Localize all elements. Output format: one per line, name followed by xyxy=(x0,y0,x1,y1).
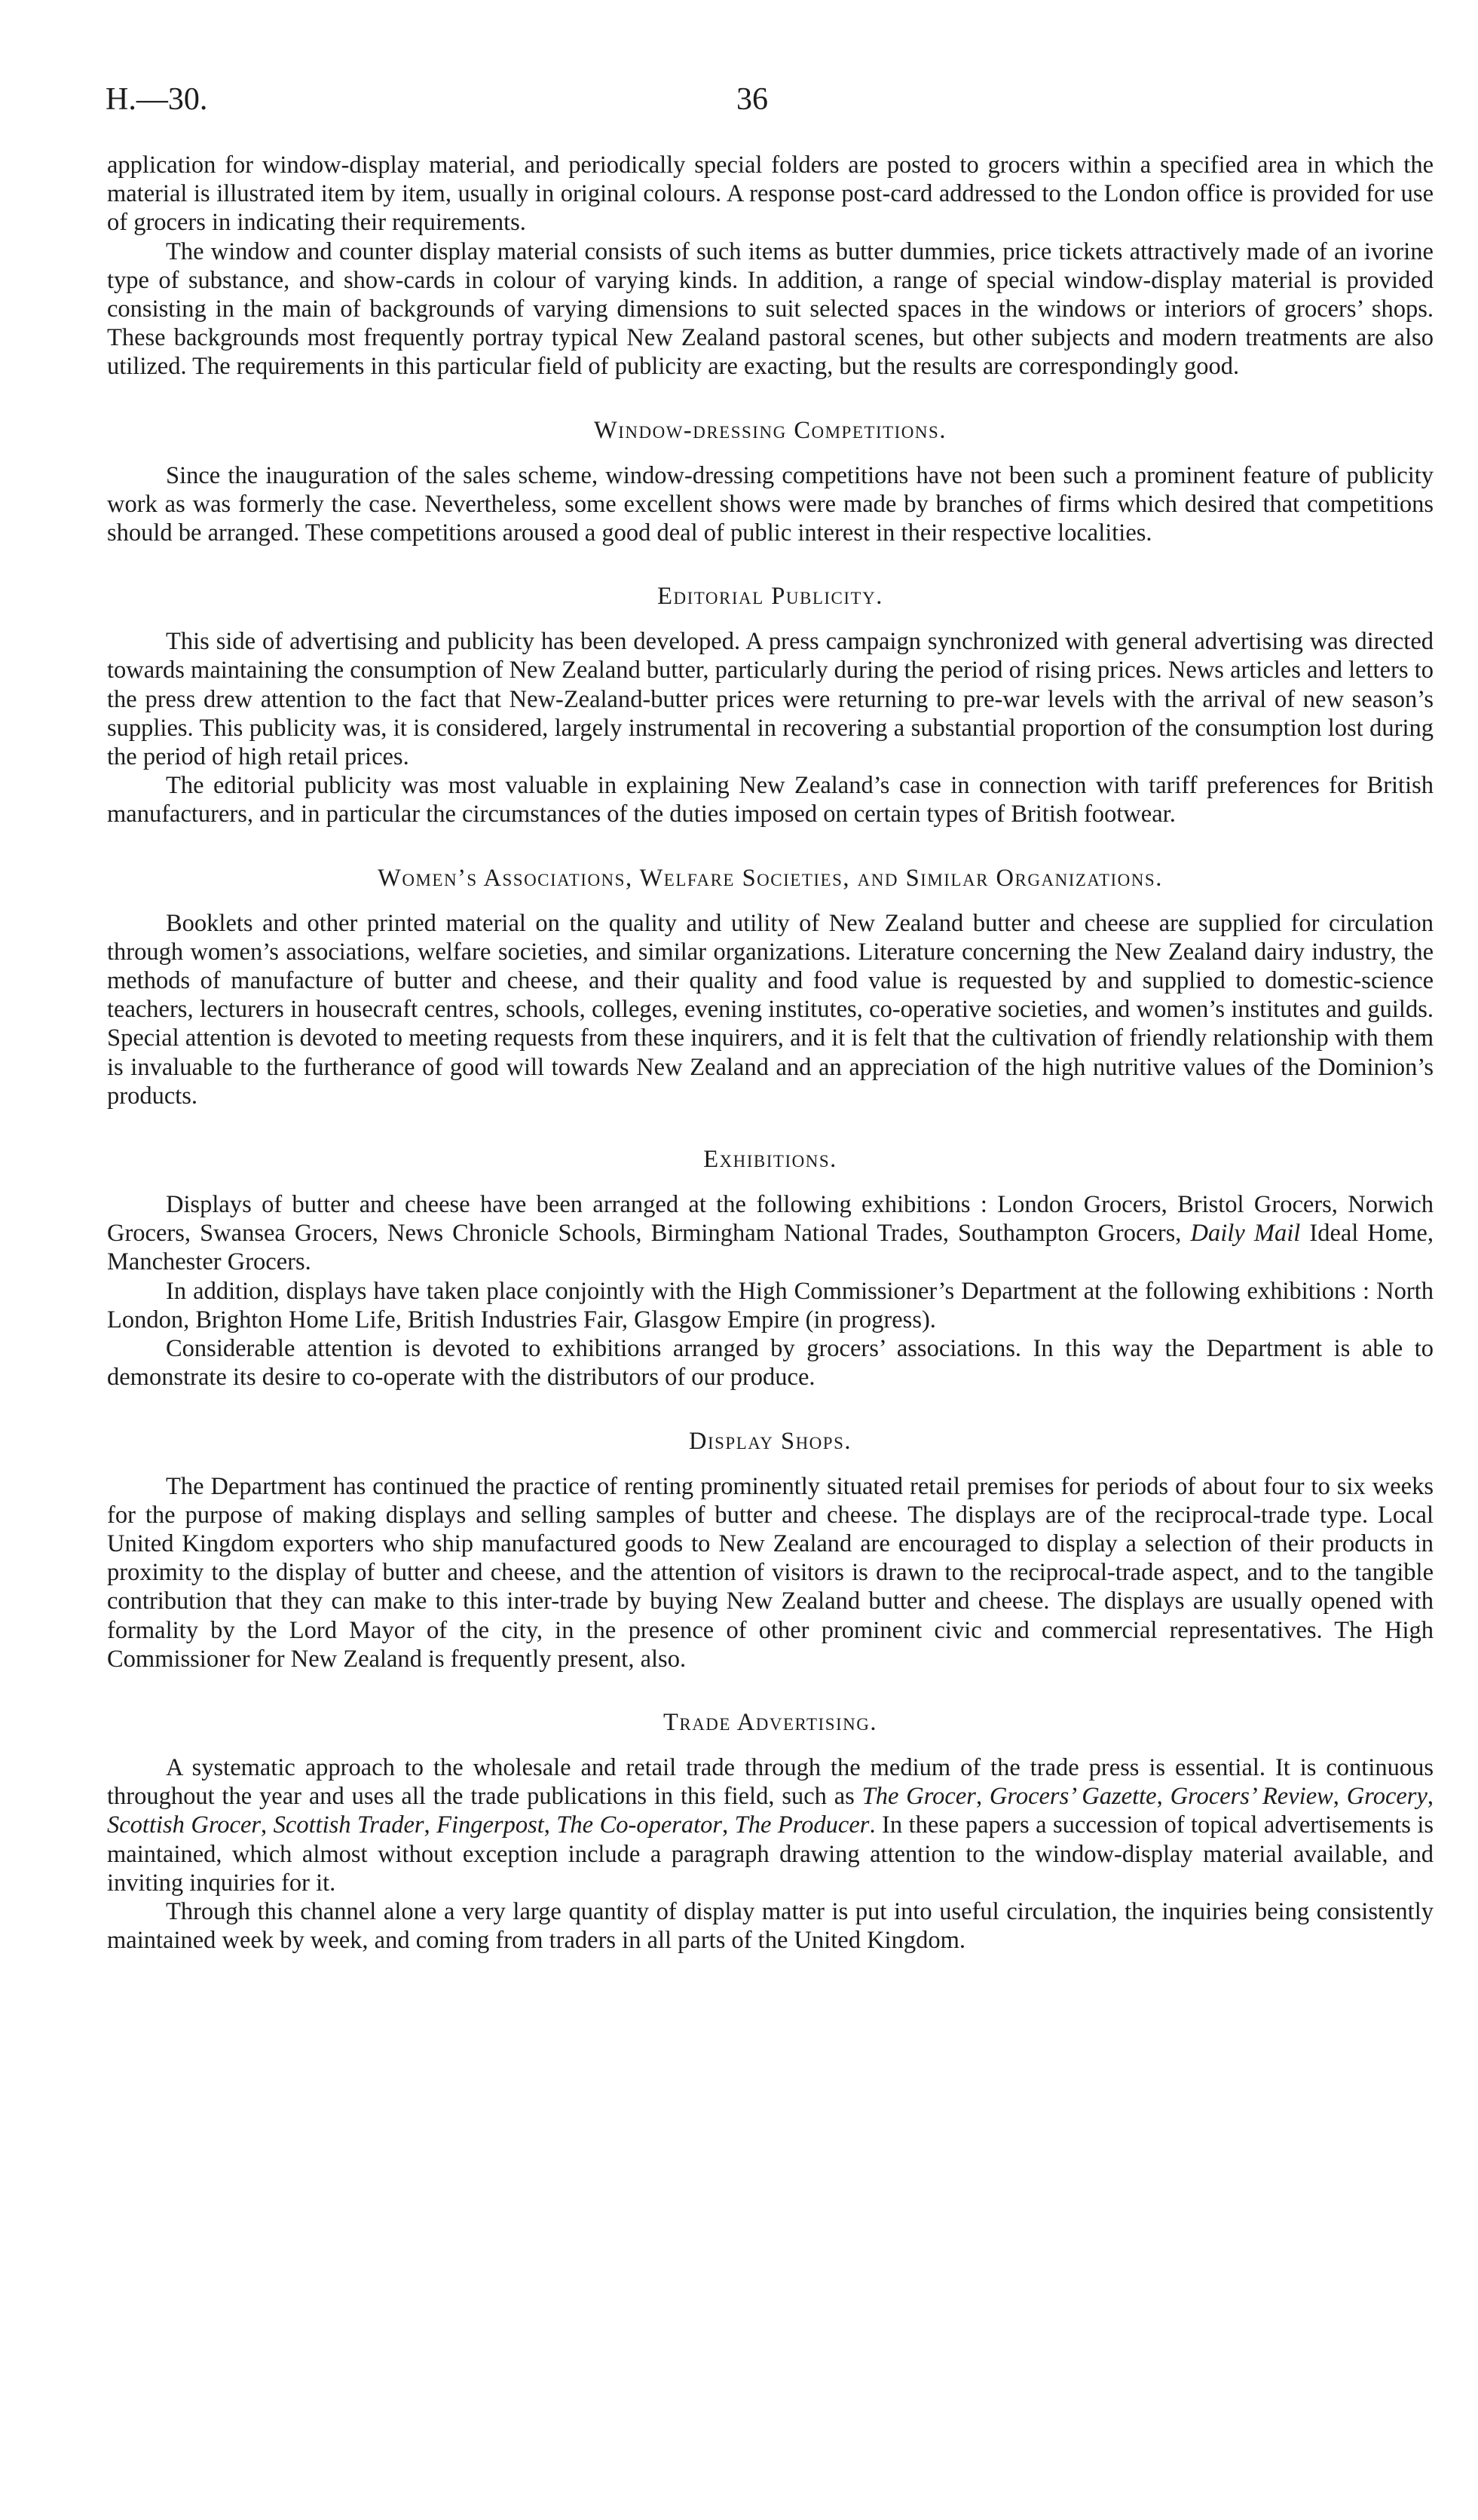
paragraph: Considerable attention is devoted to exhibitions arranged by grocers’ associations. In this way the Department is able to demonstrate its desire to co-operate with the distributors of our produce. xyxy=(107,1335,1434,1392)
paragraph: Through this channel alone a very large quantity of display matter is put into useful circulation, the inquiries being consistently maintained week by week, and coming from traders in all parts of the United Kingdom. xyxy=(107,1897,1434,1955)
publication-title: Scottish Trader xyxy=(273,1811,424,1839)
section-heading-womens-associations: Women’s Associations, Welfare Societies, and Similar Organizations. xyxy=(378,864,1163,892)
section-heading-exhibitions: Exhibitions. xyxy=(703,1146,837,1174)
italic-text: Daily Mail xyxy=(1190,1220,1301,1248)
section-heading-trade-advertising: Trade Advertising. xyxy=(663,1708,877,1736)
text-run: Displays of butter and cheese have been arranged at the following exhibitions : London Grocers, Bristol Grocers, Norwich Grocers, Swansea Grocers, News Chronicle Schools, Birmingham National Trades, Southampton Grocers, xyxy=(107,1191,1434,1248)
document-code: H.—30. xyxy=(106,82,208,117)
paragraph: application for window-display material, and periodically special folders are posted to grocers within a specified area in which the material is illustrated item by item, usually in original colours. A response post-card addressed to the London office is provided for use of grocers in indicating their requirements. xyxy=(107,152,1434,237)
paragraph xyxy=(107,1190,1434,1277)
page-header xyxy=(89,75,1415,128)
text-run: In these papers a succession of topical advertisements is maintained, which almost without exception include a paragraph drawing attention to the window-display material available, and inviting inquiries for it. xyxy=(107,1811,1434,1897)
paragraph: The window and counter display material consists of such items as butter dummies, price tickets attractively made of an ivorine type of substance, and show-cards in colour of varying kinds. In addition, a range of special window-display material is provided consisting in the main of backgrounds of varying dimensions to suit selected spaces in the windows or interiors of grocers’ shops. These backgrounds most frequently portray typical New Zealand pastoral scenes, but other subjects and modern treatments are also utilized. The requirements in this particular field of publicity are exacting, but the results are correspondingly good. xyxy=(107,237,1434,381)
publication-title: Grocery xyxy=(1346,1783,1428,1811)
publication-title: Scottish Grocer xyxy=(107,1811,262,1839)
text-run: Ideal Home, Manchester Grocers. xyxy=(107,1220,1434,1276)
paragraph: Booklets and other printed material on the quality and utility of New Zealand butter and cheese are supplied for circulation through women’s associations, welfare societies, and similar organizations. Literature concerning the New Zealand dairy industry, the methods of manufacture of butter and cheese, and their quality and food value is requested by and supplied to domestic-science teachers, lecturers in housecraft centres, schools, colleges, evening institutes, co-operative societies, and women’s institutes and guilds. Special attention is devoted to meeting requests from these inquirers, and it is felt that the cultivation of friendly relationship with them is invaluable to the furtherance of good will towards New Zealand and an appreciation of the high nutritive values of the Dominion’s products. xyxy=(107,909,1434,1110)
publication-title: The Grocer xyxy=(861,1783,976,1811)
section-heading-editorial: Editorial Publicity. xyxy=(657,583,883,611)
page-number: 36 xyxy=(736,82,768,117)
publication-title: Grocers’ Review xyxy=(1170,1783,1333,1811)
section-heading-window-dressing: Window-dressing Competitions. xyxy=(594,416,947,444)
text-run: A systematic approach to the wholesale and retail trade through the medium of the trade press is essential. It is continuous throughout the year and uses all the trade publications in this field, such as xyxy=(107,1753,1434,1811)
body-text xyxy=(107,151,1434,1955)
publication-title: Fingerpost xyxy=(436,1811,544,1839)
section-heading-display-shops: Display Shops. xyxy=(689,1427,852,1455)
publication-title: The Co-operator xyxy=(556,1811,723,1839)
paragraph: A systematic approach to the wholesale and retail trade through the medium of the trade press is essential. It is continuous throughout the year and uses all the trade publications in this field, such as The Grocer, Grocers’ Gazette, Grocers’ Review, Grocery, Scottish Grocer, Scottish Trader, Fingerpost, The Co-operator, The Producer. In these papers a succession of topical advertisements is maintained, which almost without exception include a paragraph drawing attention to the window-display material available, and inviting inquiries for it. xyxy=(107,1753,1434,1897)
paragraph: In addition, displays have taken place conjointly with the High Commissioner’s Department at the following exhibitions : North London, Brighton Home Life, British Industries Fair, Glasgow Empire (in progress). xyxy=(107,1277,1434,1333)
publication-title: Grocers’ Gazette xyxy=(989,1783,1157,1811)
publication-title: The Producer xyxy=(734,1811,870,1839)
paragraph: The Department has continued the practice of renting prominently situated retail premises for periods of about four to six weeks for the purpose of making displays and selling samples of butter and cheese. The displays are of the reciprocal-trade type. Local United Kingdom exporters who ship manufactured goods to New Zealand are encouraged to display a selection of their products in proximity to the display of butter and cheese, and the attention of visitors is drawn to the reciprocal-trade aspect, and to the tangible contribution that they can make to this inter-trade by buying New Zealand butter and cheese. The displays are usually opened with formality by the Lord Mayor of the city, in the presence of other prominent civic and commercial representatives. The High Commissioner for New Zealand is frequently present, also. xyxy=(107,1472,1434,1673)
paragraph: This side of advertising and publicity has been developed. A press campaign synchronized with general advertising was directed towards maintaining the consumption of New Zealand butter, particularly during the period of rising prices. News articles and letters to the press drew attention to the fact that New-Zealand-butter prices were returning to pre-war levels with the arrival of new season’s supplies. This publicity was, it is considered, largely instrumental in recovering a substantial proportion of the consumption lost during the period of high retail prices. xyxy=(107,628,1434,771)
paragraph: The editorial publicity was most valuable in explaining New Zealand’s case in connection with tariff preferences for British manufacturers, and in particular the circumstances of the duties imposed on certain types of British footwear. xyxy=(107,772,1434,828)
paragraph: Since the inauguration of the sales scheme, window-dressing competitions have not been such a prominent feature of publicity work as was formerly the case. Nevertheless, some excellent shows were made by branches of firms which desired that competitions should be arranged. These competitions aroused a good deal of public interest in their respective localities. xyxy=(107,461,1434,547)
